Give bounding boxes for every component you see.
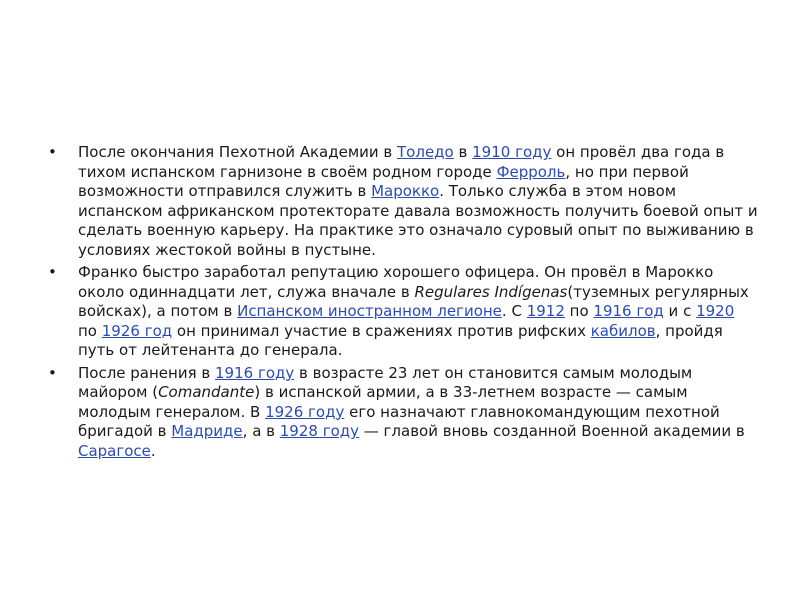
inline-link[interactable]: 1926 год [101,321,173,340]
slide-content [48,143,758,464]
bullet-item [48,364,758,462]
inline-link[interactable]: 1920 [696,302,735,320]
inline-link[interactable]: 1926 году [265,402,345,421]
inline-link[interactable]: 1910 году [472,143,552,161]
inline-link[interactable]: 1916 году [215,363,295,382]
inline-link[interactable]: кабилов [590,321,656,340]
text-run: . С [501,302,527,320]
text-run: Франко быстро заработал репутацию хорошего офицера. Он провёл в Марокко около одиннадцати лет, служа вначале в [78,263,714,301]
text-run: После ранения в [78,363,215,382]
text-run: . [150,441,156,460]
text-run: и с [663,302,697,320]
text-run: по [78,321,102,340]
inline-link[interactable]: 1928 году [279,422,360,440]
inline-link[interactable]: 1912 [526,302,565,320]
bullet-item [48,263,758,361]
text-run: ) в испанской армии, а в 33-летнем возрасте — самым молодым генералом. В [78,383,688,421]
text-run: , но при первой возможности отправился служить в [78,162,689,200]
inline-link[interactable]: Толедо [397,143,454,161]
text-run: . Только служба в этом новом испанском африканском протекторате давала возможность получить боевой опыт и сделать военную карьеру. На практике это означало суровый опыт по выживанию в условиях жестокой войны в пустыне. [78,182,758,259]
bullet-icon: • [48,263,57,281]
text-run: После окончания Пехотной Академии в [78,143,398,161]
bullet-icon: • [48,363,57,382]
inline-link[interactable]: Марокко [371,182,440,200]
text-run: , а в [242,422,280,440]
italic-text: Comandante [158,383,255,401]
bullet-item [48,143,758,260]
paragraph-text [78,263,749,359]
paragraph-text [78,364,745,460]
bullet-list [48,143,758,461]
italic-text: Regulares Indígenas [414,282,568,301]
text-run: его назначают главнокомандующим пехотной бригадой в [78,402,720,440]
inline-link[interactable]: Испанском иностранном легионе [237,302,502,320]
text-run: — главой вновь созданной Военной академии в [359,422,745,440]
text-run: (туземных регулярных войсках), а потом в [78,282,749,320]
inline-link[interactable]: Ферроль [496,162,566,181]
inline-link[interactable]: 1916 год [593,302,664,320]
bullet-icon: • [48,143,57,161]
inline-link[interactable]: Сарагосе [78,441,151,460]
text-run: он провёл два года в тихом испанском гарнизоне в своём родном городе [78,143,725,181]
text-run: по [564,302,594,320]
text-run: , пройдя путь от лейтенанта до генерала. [78,321,723,359]
text-run: в возрасте 23 лет он становится самым молодым майором ( [78,363,693,401]
paragraph-text [78,143,758,259]
inline-link[interactable]: Мадриде [171,422,243,440]
text-run: в [453,143,473,161]
text-run: он принимал участие в сражениях против рифских [172,321,591,340]
